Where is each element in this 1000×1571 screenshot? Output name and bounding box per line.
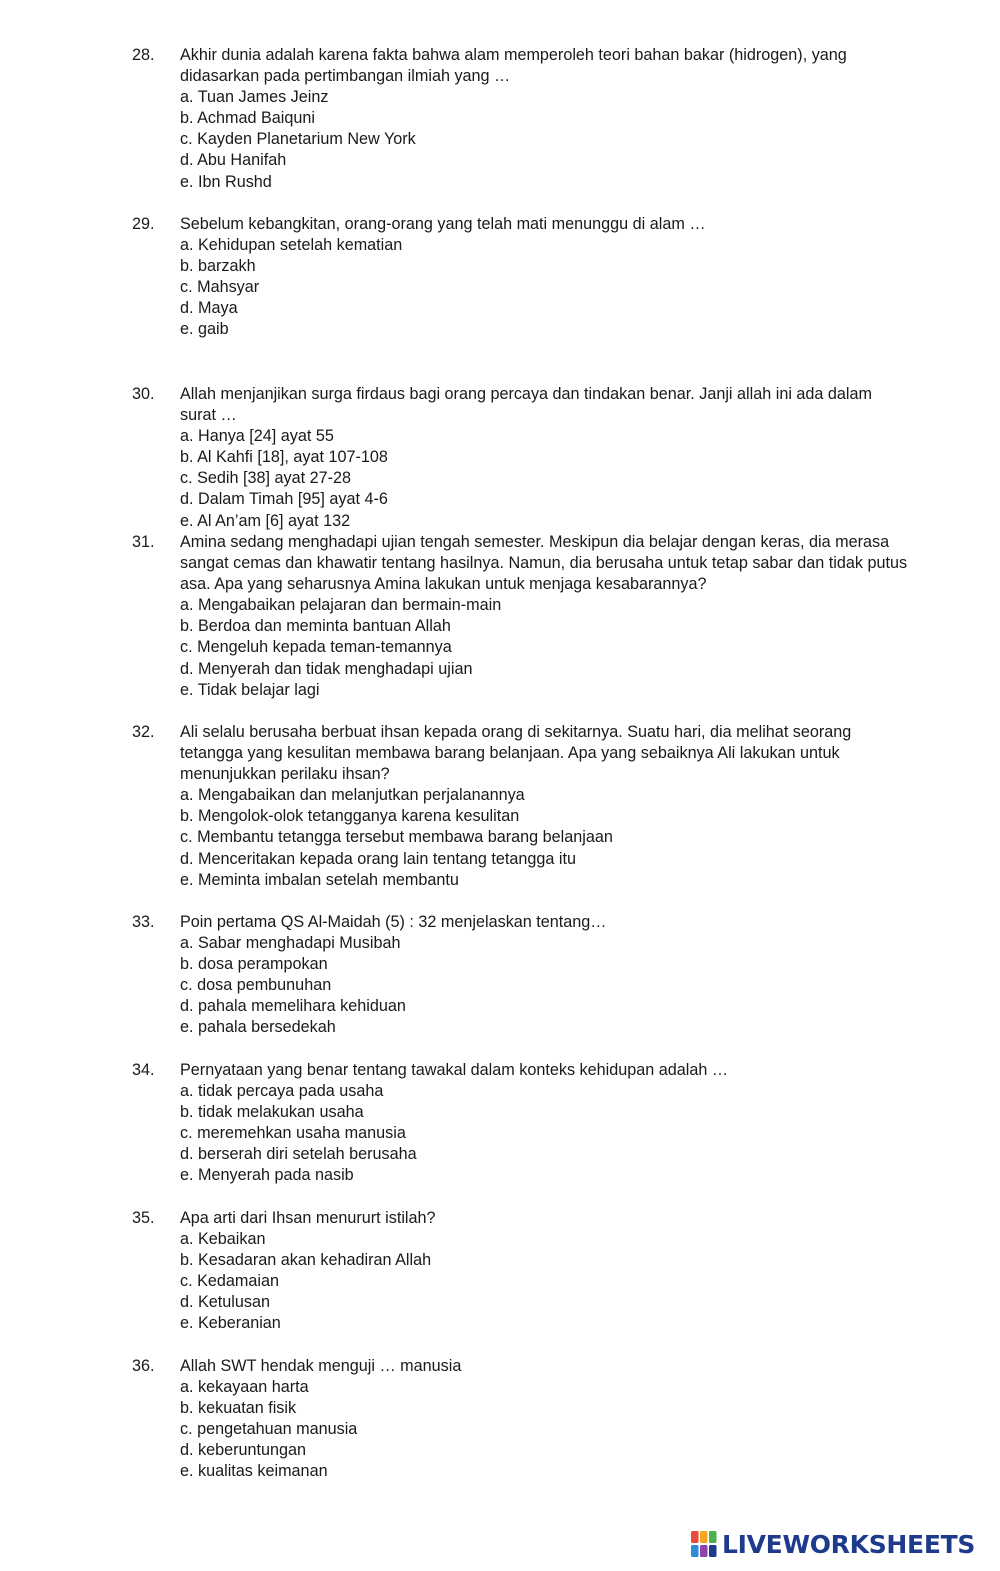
question-text: Allah SWT hendak menguji … manusia — [180, 1357, 462, 1375]
logo-block — [700, 1545, 708, 1557]
question-number: 31. — [132, 533, 155, 551]
option-d: d. Dalam Timah [95] ayat 4-6 — [180, 490, 388, 509]
liveworksheets-logo[interactable] — [690, 1528, 990, 1560]
option-d: d. berserah diri setelah berusaha — [180, 1145, 417, 1164]
option-e: e. kualitas keimanan — [180, 1462, 328, 1481]
logo-block — [691, 1545, 699, 1557]
option-b: b. tidak melakukan usaha — [180, 1103, 364, 1122]
question-31 — [132, 532, 912, 701]
logo-block — [709, 1545, 717, 1557]
option-b: b. Mengolok-olok tetangganya karena kesulitan — [180, 807, 520, 826]
option-e: e. gaib — [180, 320, 229, 339]
question-35 — [132, 1208, 912, 1335]
option-d: d. Menyerah dan tidak menghadapi ujian — [180, 659, 473, 678]
option-a: a. Sabar menghadapi Musibah — [180, 934, 401, 953]
logo-block — [691, 1531, 699, 1543]
option-c: c. Mahsyar — [180, 278, 260, 297]
question-text: Pernyataan yang benar tentang tawakal dalam konteks kehidupan adalah … — [180, 1061, 729, 1079]
option-a: a. Mengabaikan dan melanjutkan perjalanannya — [180, 786, 525, 805]
option-a: a. Kehidupan setelah kematian — [180, 236, 403, 255]
option-a: a. Hanya [24] ayat 55 — [180, 427, 334, 446]
question-text: Poin pertama QS Al-Maidah (5) : 32 menjelaskan tentang… — [180, 913, 607, 931]
option-b: b. Achmad Baiquni — [180, 109, 315, 128]
question-text: Allah menjanjikan surga firdaus bagi orang percaya dan tindakan benar. Janji allah ini ada dalam surat … — [180, 385, 873, 425]
option-a: a. Tuan James Jeinz — [180, 88, 329, 107]
question-number: 36. — [132, 1357, 155, 1375]
question-32 — [132, 722, 912, 891]
question-text: Ali selalu berusaha berbuat ihsan kepada orang di sekitarnya. Suatu hari, dia melihat seorang tetangga yang kesulitan membawa barang belanjaan. Apa yang sebaiknya Ali lakukan untuk menunjukkan perilaku ihsan? — [180, 723, 852, 784]
option-e: e. pahala bersedekah — [180, 1018, 336, 1037]
question-29 — [132, 214, 912, 341]
question-30 — [132, 384, 912, 532]
option-c: c. Membantu tetangga tersebut membawa barang belanjaan — [180, 828, 613, 847]
option-c: c. pengetahuan manusia — [180, 1420, 358, 1439]
option-e: e. Al An’am [6] ayat 132 — [180, 511, 351, 530]
question-text: Amina sedang menghadapi ujian tengah semester. Meskipun dia belajar dengan keras, dia merasa sangat cemas dan khawatir tentang hasilnya. Namun, dia berusaha untuk tetap sabar dan tidak putus asa. Apa yang seharusnya Amina lakukan untuk menjaga kesabarannya? — [180, 533, 908, 594]
option-e: e. Meminta imbalan setelah membantu — [180, 870, 459, 889]
option-c: c. Sedih [38] ayat 27-28 — [180, 469, 351, 488]
question-number: 32. — [132, 723, 155, 741]
question-33 — [132, 912, 912, 1039]
option-e: e. Keberanian — [180, 1314, 281, 1333]
option-a: a. Kebaikan — [180, 1230, 266, 1249]
question-34 — [132, 1060, 912, 1187]
logo-text: LIVEWORKSHEETS — [722, 1529, 976, 1559]
option-b: b. Kesadaran akan kehadiran Allah — [180, 1251, 432, 1270]
option-d: d. pahala memelihara kehiduan — [180, 997, 406, 1016]
question-36 — [132, 1356, 912, 1483]
logo-block — [709, 1531, 717, 1543]
option-a: a. Mengabaikan pelajaran dan bermain-main — [180, 596, 502, 615]
question-number: 34. — [132, 1061, 155, 1079]
question-text: Akhir dunia adalah karena fakta bahwa alam memperoleh teori bahan bakar (hidrogen), yang didasarkan pada pertimbangan ilmiah yang … — [180, 46, 847, 86]
question-number: 35. — [132, 1209, 155, 1227]
question-text: Apa arti dari Ihsan menururt istilah? — [180, 1209, 436, 1227]
option-e: e. Tidak belajar lagi — [180, 680, 320, 699]
option-d: d. keberuntungan — [180, 1441, 307, 1460]
question-number: 30. — [132, 385, 155, 403]
question-number: 28. — [132, 46, 155, 64]
option-c: c. Kedamaian — [180, 1272, 279, 1291]
option-a: a. tidak percaya pada usaha — [180, 1082, 384, 1101]
option-c: c. Kayden Planetarium New York — [180, 130, 416, 149]
question-number: 33. — [132, 913, 155, 931]
question-text: Sebelum kebangkitan, orang-orang yang telah mati menunggu di alam … — [180, 215, 706, 233]
question-28 — [132, 45, 912, 193]
option-b: b. dosa perampokan — [180, 955, 328, 974]
option-d: d. Ketulusan — [180, 1293, 270, 1312]
logo-block — [700, 1531, 708, 1543]
option-c: c. dosa pembunuhan — [180, 976, 332, 995]
option-e: e. Menyerah pada nasib — [180, 1166, 354, 1185]
option-a: a. kekayaan harta — [180, 1378, 309, 1397]
option-d: d. Abu Hanifah — [180, 151, 287, 170]
liveworksheets-logo-icon — [690, 1530, 718, 1558]
option-b: b. Al Kahfi [18], ayat 107-108 — [180, 448, 388, 467]
option-d: d. Maya — [180, 299, 238, 318]
option-c: c. Mengeluh kepada teman-temannya — [180, 638, 452, 657]
option-c: c. meremehkan usaha manusia — [180, 1124, 406, 1143]
question-number: 29. — [132, 215, 155, 233]
option-e: e. Ibn Rushd — [180, 172, 272, 191]
option-d: d. Menceritakan kepada orang lain tentang tetangga itu — [180, 849, 576, 868]
option-b: b. barzakh — [180, 257, 256, 276]
option-b: b. Berdoa dan meminta bantuan Allah — [180, 617, 451, 636]
option-b: b. kekuatan fisik — [180, 1399, 297, 1418]
